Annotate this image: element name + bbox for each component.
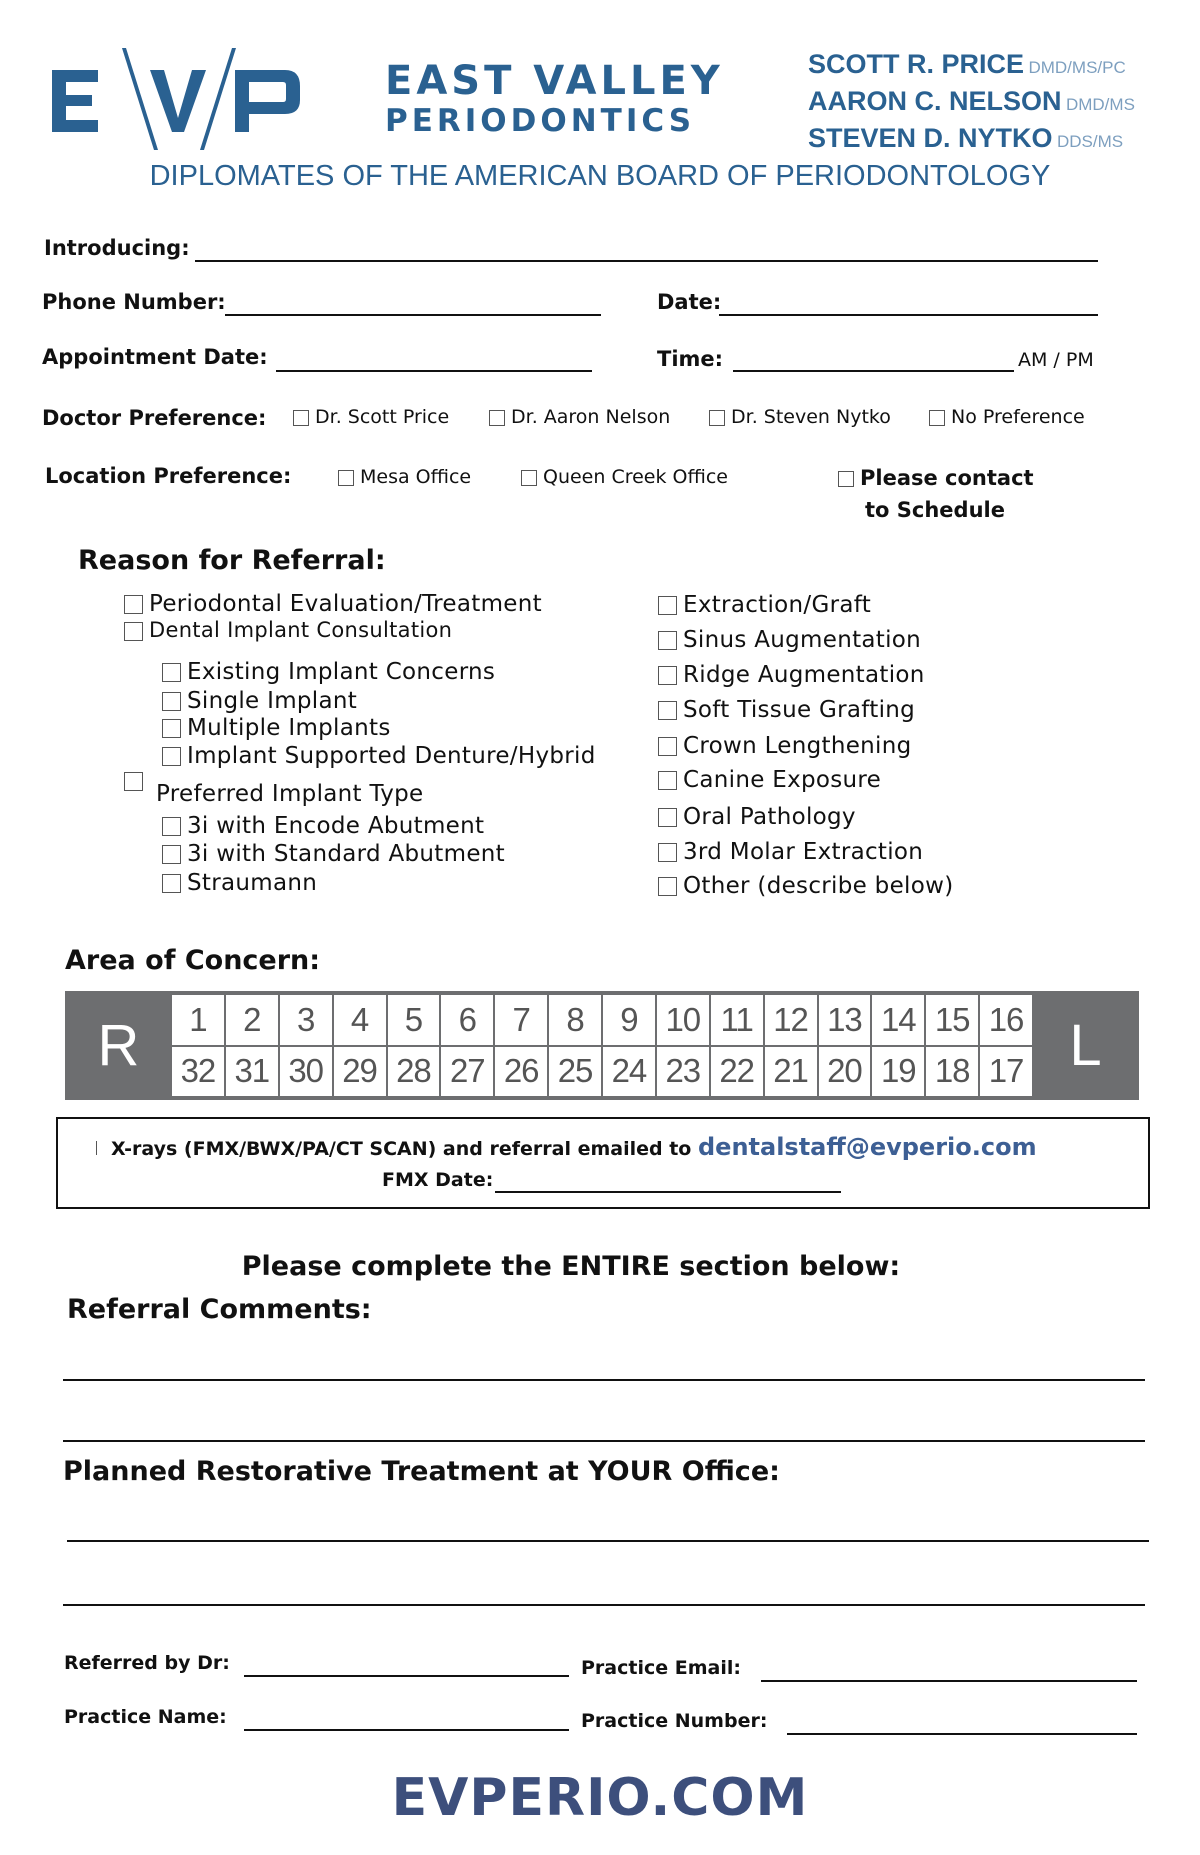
fmx-date-field[interactable]	[495, 1191, 841, 1193]
reason-item[interactable]	[658, 697, 915, 723]
tooth-grid	[172, 995, 1032, 1096]
contact-line2: to Schedule	[865, 498, 1005, 522]
tooth-2[interactable]: 2	[226, 995, 278, 1045]
reason-item[interactable]	[658, 873, 953, 899]
tooth-30[interactable]: 30	[280, 1047, 332, 1097]
practice-number-field[interactable]	[787, 1733, 1137, 1735]
item-label: Single Implant	[187, 688, 358, 714]
fmx-date-label: FMX Date:	[382, 1169, 494, 1191]
appointment-date-field[interactable]	[276, 370, 592, 372]
email-link[interactable]: dentalstaff@evperio.com	[697, 1133, 1037, 1161]
item-label: Canine Exposure	[683, 767, 882, 793]
tooth-16[interactable]: 16	[980, 995, 1032, 1045]
tooth-21[interactable]: 21	[765, 1047, 817, 1097]
tooth-32[interactable]: 32	[172, 1047, 224, 1097]
comments-line-1[interactable]	[63, 1379, 1145, 1381]
practice-email-field[interactable]	[761, 1680, 1137, 1682]
implant-sub-item[interactable]	[162, 659, 495, 685]
implant-sub-item[interactable]	[162, 688, 357, 714]
tooth-24[interactable]: 24	[603, 1047, 655, 1097]
tooth-15[interactable]: 15	[926, 995, 978, 1045]
reason-item[interactable]	[658, 662, 925, 688]
checkbox[interactable]	[658, 596, 677, 615]
doctor-preference-label: Doctor Preference:	[42, 406, 267, 430]
tooth-11[interactable]: 11	[711, 995, 763, 1045]
tooth-26[interactable]: 26	[495, 1047, 547, 1097]
checkbox[interactable]	[162, 663, 181, 682]
option-label: Dr. Scott Price	[315, 406, 450, 428]
practice-name-line1: EAST VALLEY	[385, 58, 724, 104]
introducing-field[interactable]	[195, 260, 1098, 262]
tooth-23[interactable]: 23	[657, 1047, 709, 1097]
preferred-type-label: Preferred Implant Type	[156, 781, 424, 807]
checkbox[interactable]	[709, 410, 725, 426]
tooth-25[interactable]: 25	[549, 1047, 601, 1097]
left-side-label: L	[1069, 1013, 1102, 1078]
type-sub-item[interactable]	[162, 813, 484, 839]
tooth-chart	[65, 991, 1139, 1100]
option-label: Dr. Steven Nytko	[731, 406, 891, 428]
item-label: Existing Implant Concerns	[187, 659, 496, 685]
comments-label: Referral Comments:	[67, 1294, 372, 1325]
practice-name-line2: PERIODONTICS	[385, 103, 696, 139]
tooth-13[interactable]: 13	[819, 995, 871, 1045]
doctor-list	[808, 48, 1135, 159]
reason-item[interactable]	[124, 591, 542, 617]
doctor-credentials: DMD/MS/PC	[1028, 58, 1126, 77]
checkbox[interactable]	[96, 1141, 97, 1155]
checkbox[interactable]	[658, 631, 677, 650]
checkbox[interactable]	[162, 747, 181, 766]
reason-item[interactable]	[658, 804, 856, 830]
checkbox[interactable]	[162, 719, 181, 738]
tooth-22[interactable]: 22	[711, 1047, 763, 1097]
doctor-credentials: DDS/MS	[1056, 132, 1124, 151]
item-label: Straumann	[187, 870, 318, 896]
reason-item[interactable]	[124, 618, 452, 642]
option-label: Mesa Office	[360, 466, 472, 488]
checkbox[interactable]	[658, 877, 677, 896]
location-option-mesa[interactable]	[338, 466, 471, 488]
reason-item[interactable]	[658, 767, 881, 793]
checkbox[interactable]	[162, 874, 181, 893]
checkbox[interactable]	[658, 701, 677, 720]
checkbox[interactable]	[162, 692, 181, 711]
checkbox[interactable]	[521, 470, 537, 486]
tooth-20[interactable]: 20	[819, 1047, 871, 1097]
option-label: Please contact	[860, 466, 1034, 490]
checkbox[interactable]	[162, 817, 181, 836]
checkbox[interactable]	[124, 622, 143, 641]
ampm-label: AM / PM	[1018, 349, 1094, 371]
implant-sub-item[interactable]	[162, 715, 391, 741]
implant-sub-item[interactable]	[162, 743, 596, 769]
doctor-option-none[interactable]	[929, 406, 1085, 428]
referred-by-label: Referred by Dr:	[64, 1652, 230, 1674]
tooth-8[interactable]: 8	[549, 995, 601, 1045]
checkbox[interactable]	[929, 410, 945, 426]
option-label: No Preference	[951, 406, 1085, 428]
instruction: Please complete the ENTIRE section below:	[241, 1251, 901, 1282]
practice-name-field[interactable]	[244, 1729, 569, 1731]
tooth-5[interactable]: 5	[388, 995, 440, 1045]
checkbox[interactable]	[838, 471, 854, 487]
doctor-option-nytko[interactable]	[709, 406, 891, 428]
checkbox[interactable]	[658, 737, 677, 756]
doctor-name: STEVEN D. NYTKO	[808, 123, 1053, 153]
tooth-14[interactable]: 14	[872, 995, 924, 1045]
introducing-label: Introducing:	[44, 236, 190, 260]
comments-line-2[interactable]	[63, 1440, 1145, 1442]
checkbox[interactable]	[658, 808, 677, 827]
reason-item[interactable]	[658, 592, 871, 618]
location-option-queen-creek[interactable]	[521, 466, 728, 488]
tooth-9[interactable]: 9	[603, 995, 655, 1045]
item-label: Periodontal Evaluation/Treatment	[149, 591, 542, 617]
preferred-type-checkbox[interactable]	[124, 772, 143, 791]
option-label: Queen Creek Office	[543, 466, 728, 488]
checkbox[interactable]	[293, 410, 309, 426]
tooth-10[interactable]: 10	[657, 995, 709, 1045]
doctor-name: SCOTT R. PRICE	[808, 49, 1025, 79]
phone-field[interactable]	[225, 314, 601, 316]
type-sub-item[interactable]	[162, 870, 317, 896]
practice-name-label: Practice Name:	[64, 1706, 227, 1728]
item-label: Extraction/Graft	[683, 592, 872, 618]
website-link[interactable]: EVPERIO.COM	[391, 1768, 809, 1828]
reason-item[interactable]	[658, 839, 923, 865]
reason-item[interactable]	[658, 627, 921, 653]
doctor-option-nelson[interactable]	[489, 406, 670, 428]
tooth-12[interactable]: 12	[765, 995, 817, 1045]
time-field[interactable]	[733, 370, 1014, 372]
checkbox[interactable]	[658, 843, 677, 862]
xray-box	[56, 1117, 1150, 1209]
doctor-credentials: DMD/MS	[1065, 95, 1135, 114]
doctor-name: AARON C. NELSON	[808, 86, 1062, 116]
reason-item[interactable]	[658, 733, 912, 759]
item-label: Implant Supported Denture/Hybrid	[187, 743, 596, 769]
tooth-4[interactable]: 4	[334, 995, 386, 1045]
checkbox[interactable]	[489, 410, 505, 426]
tooth-7[interactable]: 7	[495, 995, 547, 1045]
checkbox[interactable]	[124, 595, 143, 614]
checkbox[interactable]	[658, 666, 677, 685]
checkbox[interactable]	[162, 845, 181, 864]
option-label: Dr. Aaron Nelson	[511, 406, 671, 428]
xray-text: X-rays (FMX/BWX/PA/CT SCAN) and referral emailed to	[111, 1138, 692, 1160]
tooth-1[interactable]: 1	[172, 995, 224, 1045]
item-label: 3i with Standard Abutment	[187, 841, 505, 867]
item-label: Oral Pathology	[683, 804, 856, 830]
tooth-3[interactable]: 3	[280, 995, 332, 1045]
area-title: Area of Concern:	[65, 945, 321, 976]
item-label: Dental Implant Consultation	[149, 618, 453, 642]
practice-number-label: Practice Number:	[581, 1710, 768, 1732]
planned-line-2[interactable]	[63, 1604, 1145, 1606]
item-label: Multiple Implants	[187, 715, 391, 741]
phone-label: Phone Number:	[42, 290, 226, 314]
item-label: Crown Lengthening	[683, 733, 912, 759]
tooth-28[interactable]: 28	[388, 1047, 440, 1097]
planned-line-1[interactable]	[67, 1540, 1149, 1542]
item-label: Ridge Augmentation	[683, 662, 925, 688]
referred-by-field[interactable]	[244, 1675, 569, 1677]
checkbox[interactable]	[658, 771, 677, 790]
tooth-27[interactable]: 27	[441, 1047, 493, 1097]
date-label: Date:	[657, 290, 722, 314]
tooth-6[interactable]: 6	[441, 995, 493, 1045]
item-label: Soft Tissue Grafting	[683, 697, 916, 723]
location-preference-label: Location Preference:	[45, 464, 292, 488]
item-label: Other (describe below)	[683, 873, 954, 899]
tooth-17[interactable]: 17	[980, 1047, 1032, 1097]
location-option-contact[interactable]	[838, 466, 1034, 490]
appointment-date-label: Appointment Date:	[42, 345, 268, 369]
tagline: DIPLOMATES OF THE AMERICAN BOARD OF PERIODONTOLOGY	[149, 160, 1051, 192]
item-label: Sinus Augmentation	[683, 627, 922, 653]
xray-option[interactable]	[96, 1133, 1037, 1161]
type-sub-item[interactable]	[162, 841, 505, 867]
reason-title: Reason for Referral:	[78, 545, 386, 576]
checkbox[interactable]	[338, 470, 354, 486]
tooth-19[interactable]: 19	[872, 1047, 924, 1097]
tooth-18[interactable]: 18	[926, 1047, 978, 1097]
right-side-label: R	[97, 1013, 140, 1078]
practice-email-label: Practice Email:	[581, 1657, 741, 1679]
tooth-31[interactable]: 31	[226, 1047, 278, 1097]
doctor-option-price[interactable]	[293, 406, 449, 428]
evp-logo	[50, 48, 345, 150]
time-label: Time:	[657, 347, 724, 371]
item-label: 3i with Encode Abutment	[187, 813, 485, 839]
tooth-29[interactable]: 29	[334, 1047, 386, 1097]
item-label: 3rd Molar Extraction	[683, 839, 924, 865]
planned-label: Planned Restorative Treatment at YOUR Office:	[63, 1456, 780, 1487]
date-field[interactable]	[719, 314, 1098, 316]
